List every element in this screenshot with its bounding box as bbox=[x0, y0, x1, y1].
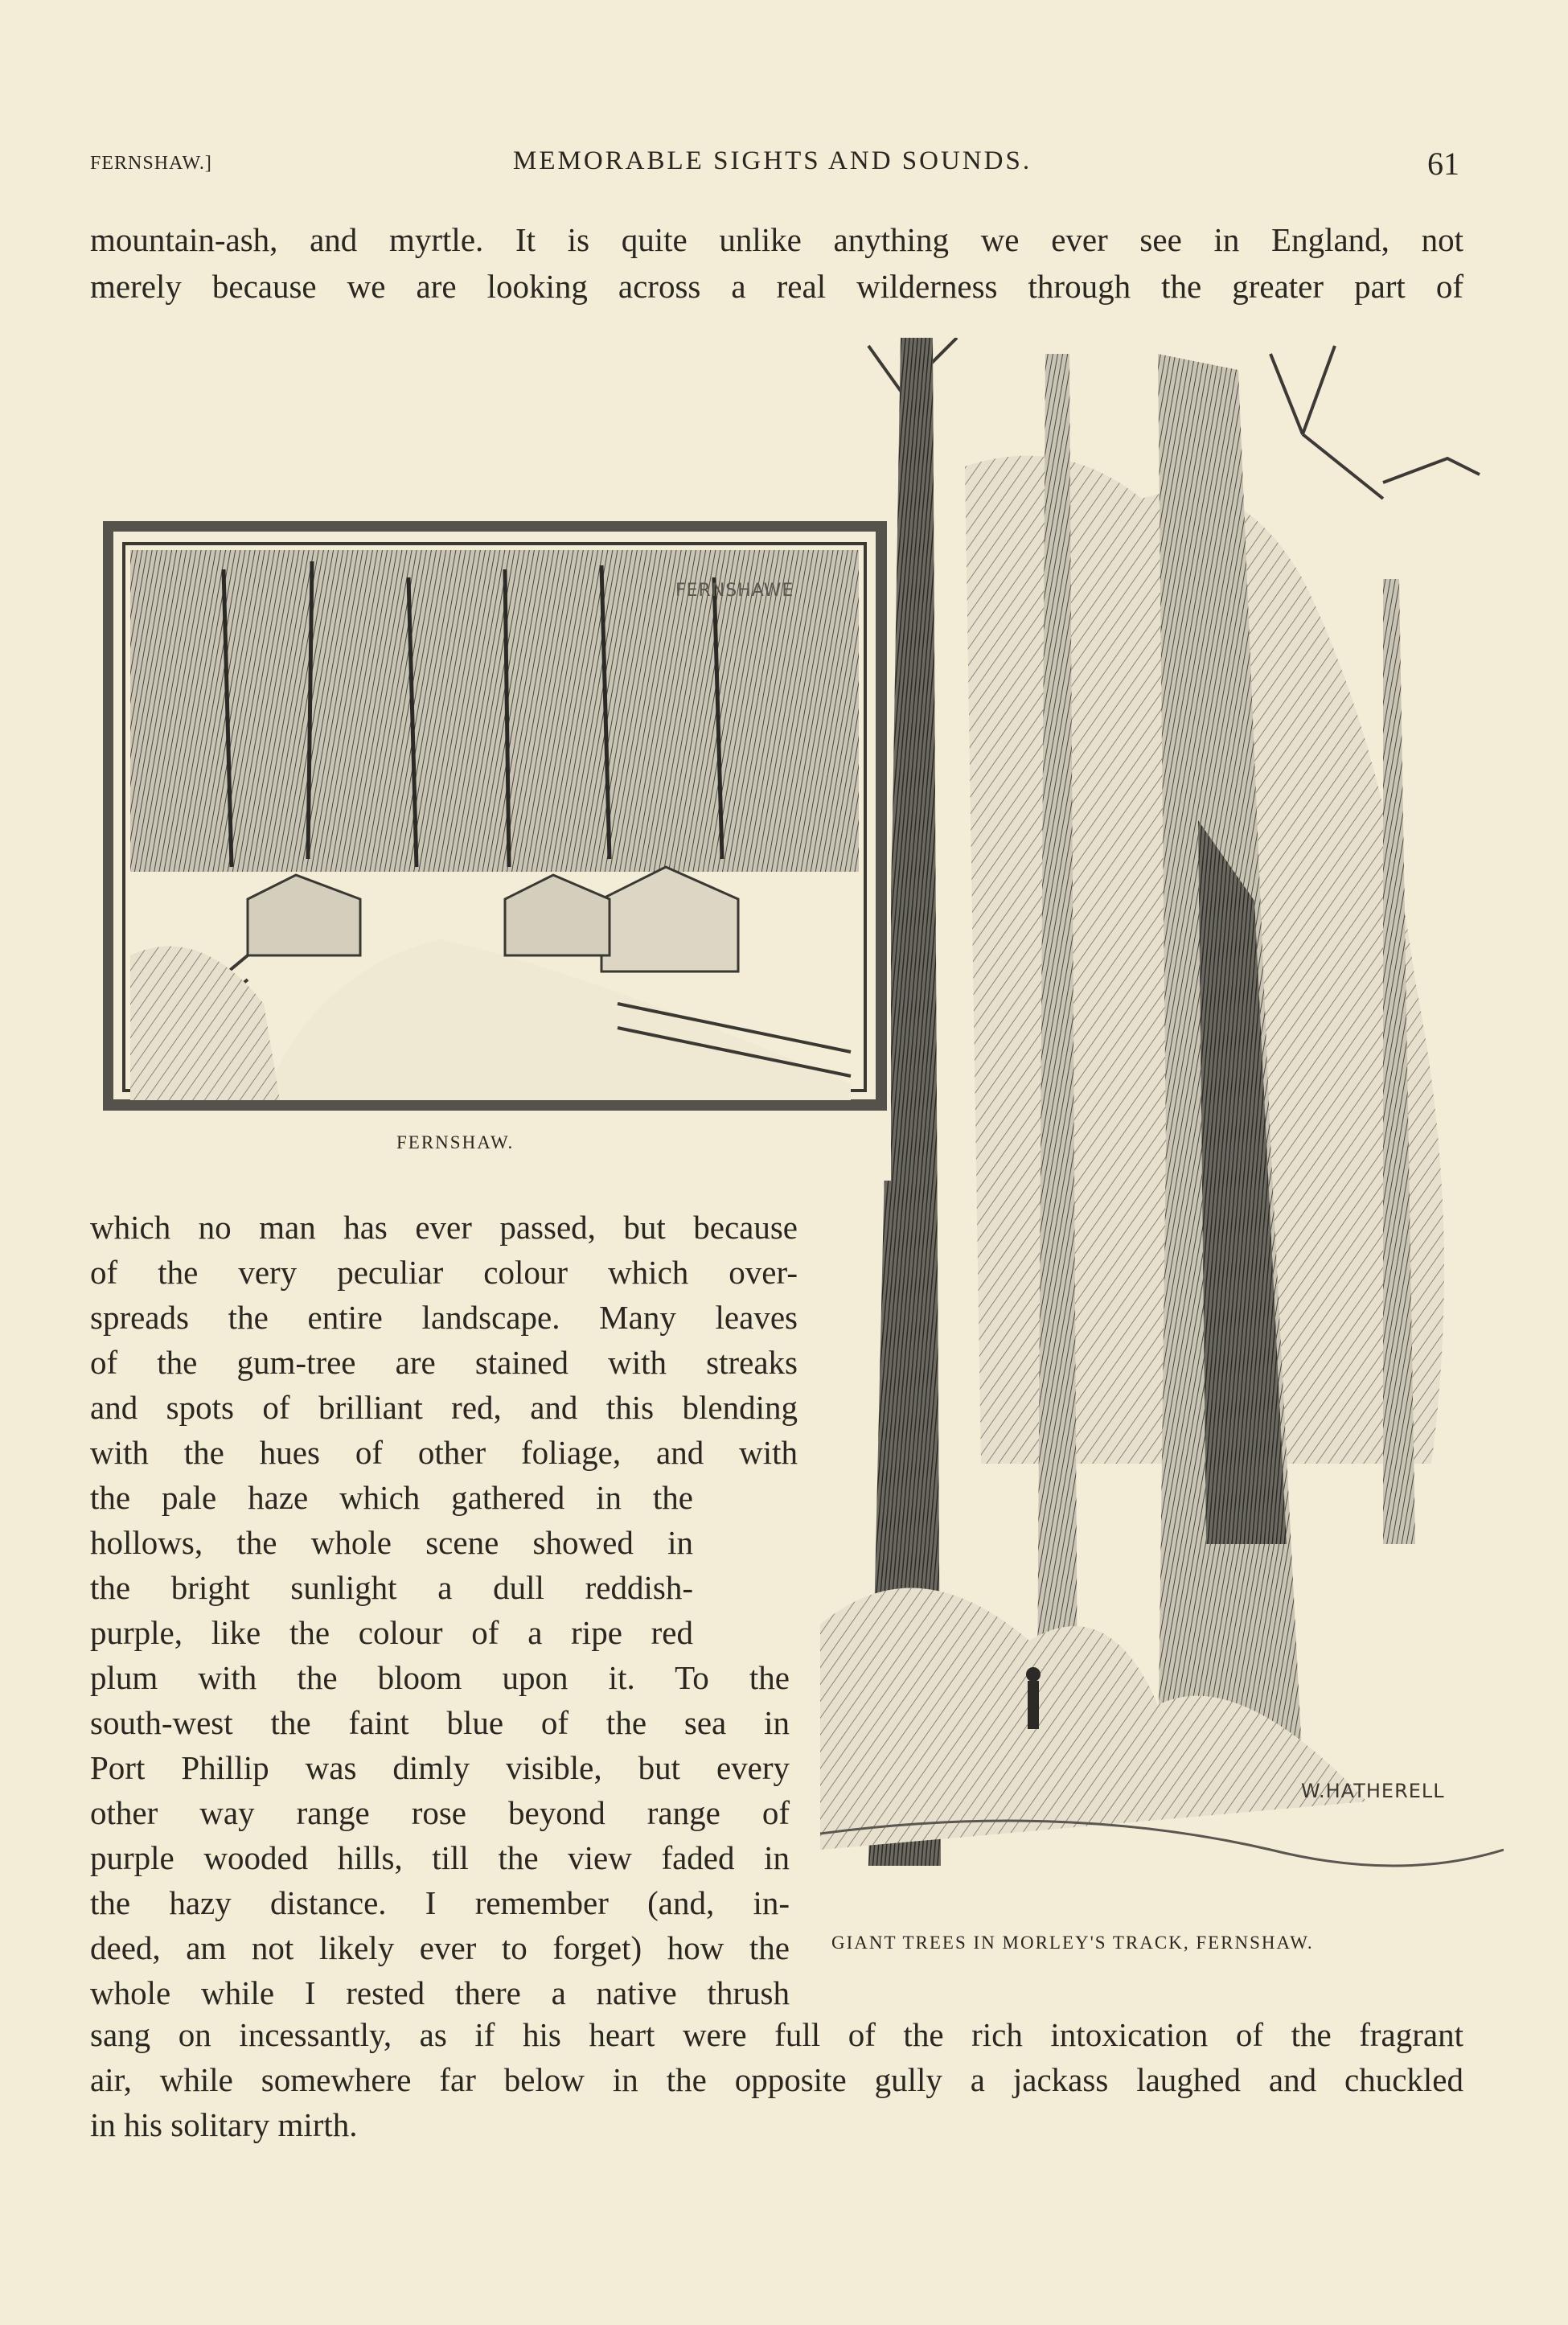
text-line: air, while somewhere far below in the opposite gully a jackass laughed and chuckled bbox=[90, 2061, 1463, 2098]
text-line: the bright sunlight a dull reddish- bbox=[90, 1569, 693, 1606]
text-line: purple wooded hills, till the view faded in bbox=[90, 1839, 790, 1876]
inset-caption: FERNSHAW. bbox=[396, 1132, 515, 1152]
artist-signature: W.HATHERELL bbox=[1301, 1780, 1445, 1802]
text-line: mountain-ash, and myrtle. It is quite unlike anything we ever see in England, not bbox=[90, 221, 1463, 258]
text-line: merely because we are looking across a real wilderness through the greater part of bbox=[90, 268, 1463, 305]
text-line: Port Phillip was dimly visible, but every bbox=[90, 1749, 790, 1786]
text-line: sang on incessantly, as if his heart were full of the rich intoxication of the fragrant bbox=[90, 2016, 1463, 2053]
fernshaw-inset-illustration bbox=[103, 521, 891, 1181]
header-section-label: FERNSHAW.] bbox=[90, 153, 212, 174]
text-line: which no man has ever passed, but because bbox=[90, 1209, 798, 1246]
page-number: 61 bbox=[1427, 146, 1459, 182]
text-line: and spots of brilliant red, and this blending bbox=[90, 1389, 798, 1426]
text-line: south-west the faint blue of the sea in bbox=[90, 1704, 790, 1741]
text-line: the hazy distance. I remember (and, in- bbox=[90, 1884, 790, 1921]
text-line: spreads the entire landscape. Many leaves bbox=[90, 1299, 798, 1336]
text-line: plum with the bloom upon it. To the bbox=[90, 1659, 790, 1696]
text-line: hollows, the whole scene showed in bbox=[90, 1524, 693, 1561]
text-line: other way range rose beyond range of bbox=[90, 1794, 790, 1831]
text-line: the pale haze which gathered in the bbox=[90, 1479, 693, 1516]
header-title: MEMORABLE SIGHTS AND SOUNDS. bbox=[513, 146, 1032, 175]
giant-trees-illustration bbox=[820, 338, 1504, 1946]
text-line: in his solitary mirth. bbox=[90, 2106, 358, 2143]
inset-engraved-label: FERNSHAWE bbox=[675, 581, 794, 601]
text-line: whole while I rested there a native thrush bbox=[90, 1974, 790, 2011]
main-caption: GIANT TREES IN MORLEY'S TRACK, FERNSHAW. bbox=[831, 1933, 1314, 1953]
text-line: of the very peculiar colour which over- bbox=[90, 1254, 798, 1291]
text-line: with the hues of other foliage, and with bbox=[90, 1434, 798, 1471]
text-line: of the gum-tree are stained with streaks bbox=[90, 1344, 798, 1381]
text-line: purple, like the colour of a ripe red bbox=[90, 1614, 693, 1651]
running-header bbox=[0, 145, 1568, 193]
text-line: deed, am not likely ever to forget) how the bbox=[90, 1929, 790, 1966]
